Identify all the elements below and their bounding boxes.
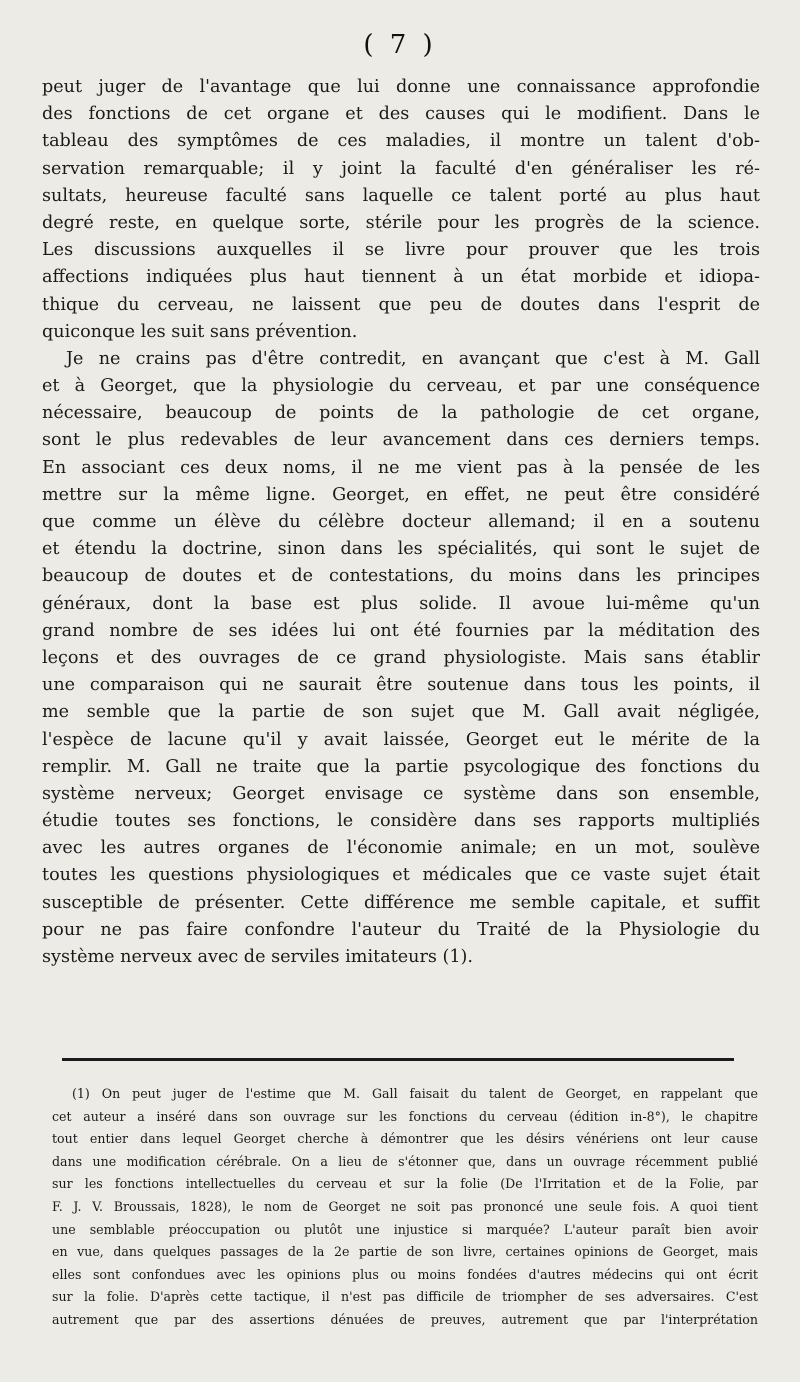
footnote-block xyxy=(52,1083,758,1332)
text-line: des fonctions de cet organe et des causes qui le modifient. Dans le xyxy=(42,104,760,125)
footnote-line: autrement que par des assertions dénuées de preuves, autrement que par l'interprétation xyxy=(52,1311,758,1327)
text-line: servation remarquable; il y joint la faculté d'en généraliser les ré- xyxy=(42,158,760,179)
text-line: étudie toutes ses fonctions, le considère dans ses rapports multipliés xyxy=(42,811,760,832)
text-line: tableau des symptômes de ces maladies, il montre un talent d'ob- xyxy=(42,131,760,152)
text-line: me semble que la partie de son sujet que M. Gall avait négligée, xyxy=(42,702,760,723)
text-line: remplir. M. Gall ne traite que la partie psycologique des fonctions du xyxy=(42,756,760,777)
text-line: leçons et des ouvrages de ce grand physiologiste. Mais sans établir xyxy=(42,647,760,668)
text-line: généraux, dont la base est plus solide. Il avoue lui-même qu'un xyxy=(42,593,760,614)
text-line: thique du cerveau, ne laissent que peu de doutes dans l'esprit de xyxy=(42,294,760,315)
footnote-line: sur les fonctions intellectuelles du cerveau et sur la folie (De l'Irritation et de la Folie, par xyxy=(52,1176,758,1192)
text-line: l'espèce de lacune qu'il y avait laissée, Georget eut le mérite de la xyxy=(42,729,760,750)
footnote-line: elles sont confondues avec les opinions plus ou moins fondées d'autres médecins qui ont écrit xyxy=(52,1266,758,1282)
text-line: affections indiquées plus haut tiennent à un état morbide et idiopa- xyxy=(42,267,760,288)
footnote-line: dans une modification cérébrale. On a lieu de s'étonner que, dans un ouvrage récemment publié xyxy=(52,1153,758,1169)
footnote-line: (1) On peut juger de l'estime que M. Gall faisait du talent de Georget, en rappelant que xyxy=(72,1086,758,1101)
text-line: avec les autres organes de l'économie animale; en un mot, soulève xyxy=(42,838,760,859)
text-line: quiconque les suit sans prévention. xyxy=(42,321,358,342)
main-text-block xyxy=(42,74,760,971)
text-line: que comme un élève du célèbre docteur allemand; il en a soutenu xyxy=(42,512,760,532)
text-line: toutes les questions physiologiques et médicales que ce vaste sujet était xyxy=(42,865,760,886)
text-line: degré reste, en quelque sorte, stérile pour les progrès de la science. xyxy=(42,212,760,233)
text-line: Je ne crains pas d'être contredit, en avançant que c'est à M. Gall xyxy=(66,348,760,369)
footnote-line: tout entier dans lequel Georget cherche à démontrer que les désirs vénériens ont leur cause xyxy=(52,1131,758,1147)
footnote-line: une semblable préoccupation ou plutôt une injustice si marquée? L'auteur paraît bien avoir xyxy=(52,1221,758,1237)
text-line: pour ne pas faire confondre l'auteur du Traité de la Physiologie du xyxy=(42,919,760,940)
text-line: et à Georget, que la physiologie du cerveau, et par une conséquence xyxy=(42,376,760,397)
page-number: ( 7 ) xyxy=(363,30,437,60)
text-line: peut juger de l'avantage que lui donne une connaissance approfondie xyxy=(42,77,760,97)
footnote-line: cet auteur a inséré dans son ouvrage sur les fonctions du cerveau (édition in-8°), le chapitre xyxy=(52,1108,758,1124)
text-line: Les discussions auxquelles il se livre pour prouver que les trois xyxy=(42,240,760,261)
text-line: une comparaison qui ne saurait être soutenue dans tous les points, il xyxy=(42,675,760,696)
text-line: système nerveux; Georget envisage ce système dans son ensemble, xyxy=(42,783,760,804)
text-line: et étendu la doctrine, sinon dans les spécialités, qui sont le sujet de xyxy=(42,539,760,560)
text-line: grand nombre de ses idées lui ont été fournies par la méditation des xyxy=(42,620,760,641)
footnote-line: sur la folie. D'après cette tactique, il n'est pas difficile de triompher de ses adversaires. C'est xyxy=(52,1289,758,1305)
footnote-line: en vue, dans quelques passages de la 2e partie de son livre, certaines opinions de Georget, mais xyxy=(52,1244,758,1260)
text-line: susceptible de présenter. Cette différence me semble capitale, et suffit xyxy=(42,892,760,913)
footnote-line: F. J. V. Broussais, 1828), le nom de Georget ne soit pas prononcé une seule fois. A quoi tient xyxy=(52,1198,758,1214)
text-line: En associant ces deux noms, il ne me vient pas à la pensée de les xyxy=(42,457,760,478)
text-line: sont le plus redevables de leur avancement dans ces derniers temps. xyxy=(42,430,760,451)
text-line: sultats, heureuse faculté sans laquelle ce talent porté au plus haut xyxy=(42,185,760,206)
text-line: mettre sur la même ligne. Georget, en effet, ne peut être considéré xyxy=(42,484,760,505)
footnote-rule xyxy=(62,1058,734,1061)
text-line: beaucoup de doutes et de contestations, du moins dans les principes xyxy=(42,566,760,587)
text-line: système nerveux avec de serviles imitateurs (1). xyxy=(42,947,474,967)
text-line: nécessaire, beaucoup de points de la pathologie de cet organe, xyxy=(42,403,760,424)
